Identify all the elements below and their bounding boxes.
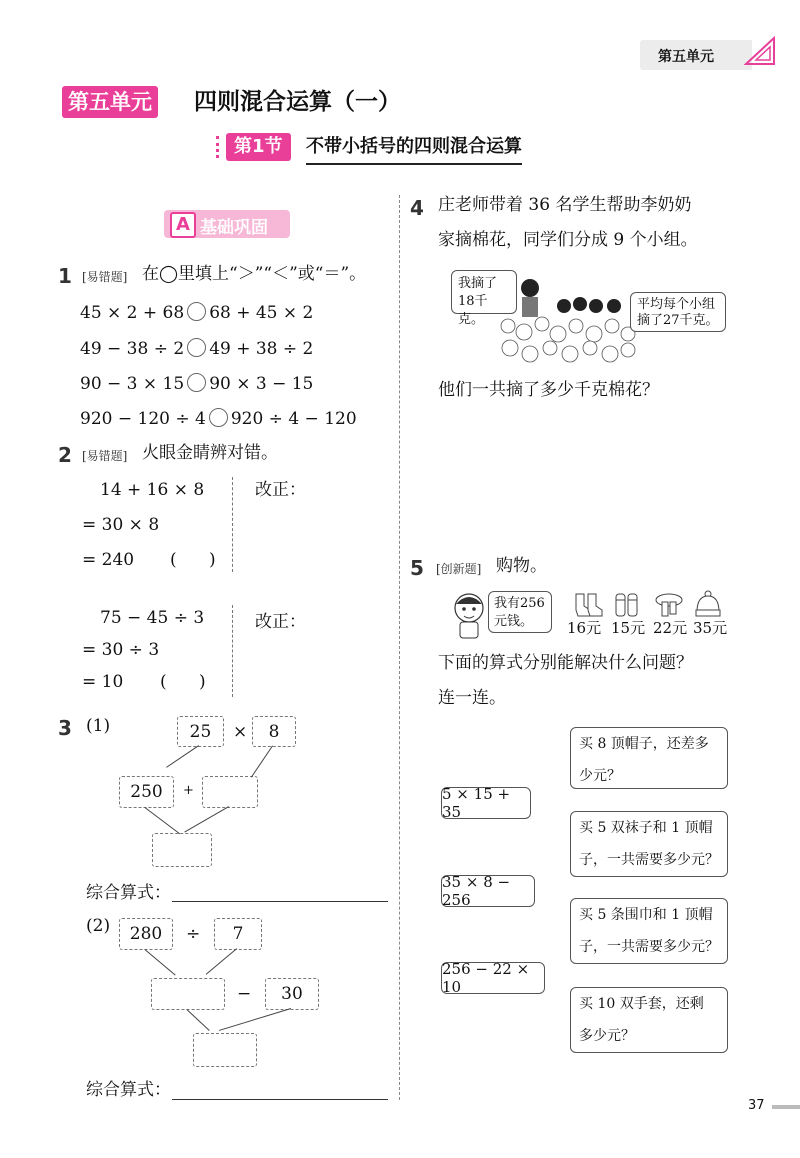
compare-circle[interactable] bbox=[187, 338, 206, 357]
price-scarf: 22元 bbox=[653, 619, 688, 637]
expression-box[interactable]: 256 − 22 × 10 bbox=[441, 962, 545, 994]
q3p1-answer-box-2[interactable] bbox=[152, 833, 212, 867]
q5-line-2: 连一连。 bbox=[438, 688, 506, 708]
section-badge: 第1节 bbox=[226, 133, 291, 161]
q3p2-op1: ÷ bbox=[186, 924, 201, 944]
q4-question: 他们一共摘了多少千克棉花？ bbox=[438, 380, 659, 400]
compare-circle[interactable] bbox=[187, 302, 206, 321]
q3p1-op2: + bbox=[183, 783, 194, 798]
q5-tag: [创新题] bbox=[436, 562, 482, 576]
q3p1-box-c: 250 bbox=[119, 776, 174, 808]
q1-row-1 bbox=[80, 302, 313, 322]
scarf-icon bbox=[654, 592, 684, 618]
q1-right: 68 + 45 × 2 bbox=[209, 303, 314, 323]
problem-line: 买 5 双袜子和 1 顶帽 bbox=[579, 820, 713, 836]
q3p2-op2: − bbox=[237, 984, 252, 1004]
q3p2-answer-box-1[interactable] bbox=[151, 978, 225, 1010]
q3p1-answer-box-1[interactable] bbox=[202, 776, 258, 808]
section-a-label: 基础巩固 bbox=[200, 218, 268, 238]
q3p1-box-b: 8 bbox=[252, 716, 296, 747]
q2b-line-3: = 10 bbox=[82, 672, 124, 692]
problem-box[interactable] bbox=[570, 811, 728, 877]
q2a-answer-paren[interactable]: ( ) bbox=[170, 550, 216, 570]
expression-box[interactable]: 5 × 15 + 35 bbox=[441, 787, 531, 819]
glove-icon bbox=[613, 592, 641, 618]
price-glove: 15元 bbox=[611, 619, 646, 637]
q5-bubble-line-1: 我有256 bbox=[494, 596, 545, 611]
q2b-line-2: = 30 ÷ 3 bbox=[82, 640, 160, 660]
q3p2-box-a: 280 bbox=[119, 918, 173, 950]
student-avatar bbox=[450, 590, 488, 640]
compare-circle[interactable] bbox=[209, 408, 228, 427]
q1-left: 920 − 120 ÷ 4 bbox=[80, 409, 206, 429]
q3p1-connector bbox=[251, 745, 273, 777]
q1-row-2 bbox=[80, 338, 313, 358]
q4-number: 4 bbox=[410, 196, 424, 220]
q3p2-formula-label: 综合算式： bbox=[86, 1080, 171, 1100]
q2-number: 2 bbox=[58, 443, 72, 467]
q1-right: 90 × 3 − 15 bbox=[209, 374, 314, 394]
q3p2-box-c: 30 bbox=[265, 978, 319, 1010]
q4-bubble-right bbox=[630, 292, 726, 332]
q3p1-box-a: 25 bbox=[177, 716, 224, 747]
problem-line: 买 5 条围巾和 1 顶帽 bbox=[579, 907, 713, 923]
q1-right: 920 ÷ 4 − 120 bbox=[230, 409, 357, 429]
sock-icon bbox=[572, 592, 604, 618]
q1-tag: [易错题] bbox=[82, 270, 128, 284]
q2a-line-2: = 30 × 8 bbox=[82, 515, 160, 535]
q3-number: 3 bbox=[58, 716, 72, 740]
q3p1-connector bbox=[144, 807, 180, 835]
q5-line-1: 下面的算式分别能解决什么问题？ bbox=[438, 653, 693, 673]
page-title: 四则混合运算（一） bbox=[194, 89, 401, 115]
page-number-bar bbox=[772, 1105, 800, 1109]
q4-bubble-left bbox=[451, 270, 517, 327]
q1-text: 在◯里填上“＞”“＜”或“＝”。 bbox=[142, 264, 367, 284]
unit-badge: 第五单元 bbox=[62, 86, 158, 118]
q3p2-connector bbox=[219, 1008, 291, 1031]
problem-line: 买 10 双手套，还剩 bbox=[579, 996, 704, 1012]
cotton-field-illustration bbox=[498, 266, 638, 366]
q5-number: 5 bbox=[410, 556, 424, 580]
q2a-correction-label: 改正： bbox=[255, 480, 306, 500]
problem-line: 买 8 顶帽子，还差多 bbox=[579, 736, 709, 752]
q3-part2-label: (2) bbox=[86, 916, 111, 936]
q3p1-formula-label: 综合算式： bbox=[86, 883, 171, 903]
q1-left: 45 × 2 + 68 bbox=[80, 303, 185, 323]
unit-tab-label: 第五单元 bbox=[658, 49, 714, 65]
q4-bubble-right-line-2: 摘了27千克。 bbox=[637, 313, 719, 328]
q4-bubble-right-line-1: 平均每个小组 bbox=[637, 297, 716, 312]
q3p2-formula-line[interactable] bbox=[172, 1099, 388, 1100]
q3p2-connector bbox=[206, 948, 237, 975]
problem-line: 子，一共需要多少元？ bbox=[579, 939, 719, 955]
q3p2-answer-box-2[interactable] bbox=[193, 1033, 257, 1067]
q3-part1-label: (1) bbox=[86, 716, 111, 736]
q4-line-2: 家摘棉花，同学们分成 9 个小组。 bbox=[438, 230, 698, 250]
problem-box[interactable] bbox=[570, 987, 728, 1053]
q3p2-connector bbox=[186, 1009, 210, 1031]
expression-box[interactable]: 35 × 8 − 256 bbox=[441, 875, 535, 907]
compare-circle[interactable] bbox=[187, 373, 206, 392]
q1-right: 49 + 38 ÷ 2 bbox=[209, 339, 314, 359]
q2b-correction-label: 改正： bbox=[255, 612, 306, 632]
q2-tag: [易错题] bbox=[82, 449, 128, 463]
q3p1-op1: × bbox=[233, 722, 248, 742]
q5-text: 购物。 bbox=[496, 556, 547, 576]
q1-left: 49 − 38 ÷ 2 bbox=[80, 339, 185, 359]
triangle-ruler-icon bbox=[744, 36, 776, 66]
q4-bubble-left-line-2: 18千克。 bbox=[458, 294, 488, 327]
q5-bubble bbox=[488, 591, 552, 633]
q2b-line-1: 75 − 45 ÷ 3 bbox=[100, 608, 205, 628]
q3p1-connector bbox=[166, 745, 199, 768]
q1-row-3 bbox=[80, 373, 313, 393]
q3p1-formula-line[interactable] bbox=[172, 901, 388, 902]
q4-bubble-left-line-1: 我摘了 bbox=[458, 276, 498, 291]
section-a-letter: A bbox=[170, 212, 196, 238]
q5-bubble-line-2: 元钱。 bbox=[494, 614, 534, 629]
hat-icon bbox=[693, 590, 723, 618]
q2-text: 火眼金睛辨对错。 bbox=[142, 443, 278, 463]
q1-row-4 bbox=[80, 408, 357, 428]
q2a-divider bbox=[232, 477, 233, 572]
q2b-divider bbox=[232, 605, 233, 697]
price-hat: 35元 bbox=[693, 619, 728, 637]
page-number: 37 bbox=[748, 1098, 765, 1113]
problem-line: 少元？ bbox=[579, 768, 621, 784]
q2b-answer-paren[interactable]: ( ) bbox=[160, 672, 206, 692]
price-sock: 16元 bbox=[567, 619, 602, 637]
q3p2-connector bbox=[144, 949, 175, 976]
q2a-line-1: 14 + 16 × 8 bbox=[100, 480, 205, 500]
q1-left: 90 − 3 × 15 bbox=[80, 374, 185, 394]
q3p1-connector bbox=[184, 806, 229, 833]
column-divider bbox=[399, 195, 400, 1100]
section-title: 不带小括号的四则混合运算 bbox=[306, 133, 522, 165]
problem-box[interactable] bbox=[570, 727, 728, 789]
q2a-line-3: = 240 bbox=[82, 550, 135, 570]
q4-line-1: 庄老师带着 36 名学生帮助李奶奶 bbox=[438, 195, 692, 215]
q1-number: 1 bbox=[58, 264, 72, 288]
problem-line: 多少元？ bbox=[579, 1028, 635, 1044]
problem-box[interactable] bbox=[570, 898, 728, 964]
q3p2-box-b: 7 bbox=[214, 918, 262, 950]
problem-line: 子，一共需要多少元？ bbox=[579, 852, 719, 868]
